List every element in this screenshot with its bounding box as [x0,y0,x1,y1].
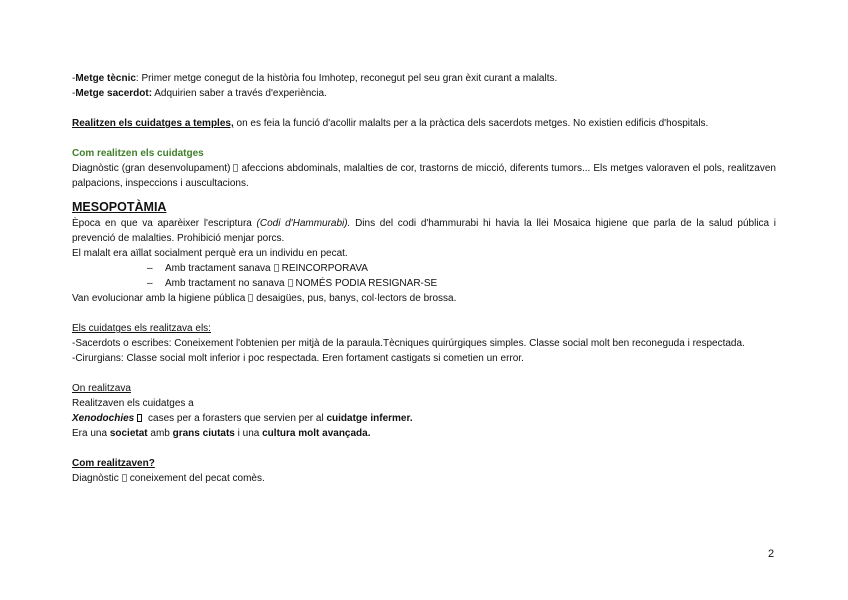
cultura-text: cultura molt avançada. [262,428,371,439]
temples-paragraph [72,116,776,131]
bullet-prefix: - [72,88,76,99]
mesopotamia-paragraph-3 [72,291,776,306]
metge-sacerdot-line [72,86,776,101]
page-number: 2 [768,548,775,560]
on-realitzava-line-2 [72,411,776,426]
metge-tecnic-text: : Primer metge conegut de la història fou Imhotep, reconegut pel seu gran èxit curant a malalts. [135,73,558,84]
list-item [72,261,776,276]
list-item-result: REINCORPORAVA [281,263,368,274]
arrow-placeholder-icon [122,474,127,482]
list-item-result: NOMÉS PODIA RESIGNAR-SE [295,278,438,289]
pecat-text: coneixement del pecat comès. [129,473,265,484]
metge-tecnic-label: Metge tècnic [75,73,136,84]
higiene-text: Van evolucionar amb la higiene pública [72,293,246,304]
mesopotamia-paragraph-1 [72,216,776,246]
bullet-prefix: - [72,73,76,84]
on-realitzava-line-3 [72,426,776,441]
cuidatge-infermer-text: cuidatge infermer. [326,413,413,424]
arrow-placeholder-icon [137,414,142,422]
mesopotamia-paragraph-2: El malalt era aïllat socialment perquè era un individu en pecat. [72,248,348,259]
document-body [72,71,776,486]
line3-a: Era una [72,428,110,439]
line3-c: amb [147,428,173,439]
xenodochies-text: Xenodochies [72,413,135,424]
com-realitzaven-paragraph [72,471,776,486]
on-realitzava-heading: On realitzava [72,383,131,394]
list-item-text: Amb tractament no sanava [165,278,285,289]
grans-ciutats-text: grans ciutats [172,428,235,439]
mesopotamia-heading: MESOPOTÀMIA [72,200,167,214]
diagnostic-text: Diagnòstic (gran desenvolupament) [72,163,231,174]
cases-text: cases per a forasters que servien per al [145,413,327,424]
afeccions-text: afeccions abdominals, malalties de cor, trastorns de micció, diferents tumors... Els metges valoraven el pols, realitzaven palpacions, inspeccions i auscultacions. [72,163,776,189]
temples-label: Realitzen els cuidatges a temples, [72,118,234,129]
mesopotamia-p1-before: Època en que va aparèixer l'escriptura [72,218,257,229]
arrow-placeholder-icon [274,264,279,272]
list-dash: – [147,263,153,274]
cirurgians-paragraph: -Cirurgians: Classe social molt inferior i poc respectada. Eren fortament castigats si cometien un error. [72,353,524,364]
list-item [72,276,776,291]
cuidatges-heading: Els cuidatges els realitzava els: [72,323,211,334]
arrow-placeholder-icon [288,279,293,287]
list-item-text: Amb tractament sanava [165,263,271,274]
on-realitzava-line-1: Realitzaven els cuidatges a [72,398,194,409]
metge-tecnic-line [72,71,776,86]
metge-sacerdot-text: Adquirien saber a través d'experiència. [152,88,327,99]
line3-e: i una [234,428,263,439]
sacerdots-paragraph: -Sacerdots o escribes: Coneixement l'obtenien per mitjà de la paraula.Tècniques quirúrgiques simples. Classe social molt ben reconeguda i respectada. [72,338,745,349]
diagnostic-text: Diagnòstic [72,473,119,484]
codi-hammurabi-text: (Codi d'Hammurabi). [256,218,351,229]
arrow-placeholder-icon [248,294,253,302]
arrow-placeholder-icon [233,164,238,172]
desaigues-text: desaigües, pus, banys, col·lectors de brossa. [256,293,457,304]
com-realitzen-heading: Com realitzen els cuidatges [72,148,204,159]
temples-text: on es feia la funció d'acollir malalts per a la pràctica dels sacerdots metges. No existien edificis d'hospitals. [233,118,709,129]
com-realitzen-paragraph [72,161,776,191]
metge-sacerdot-label: Metge sacerdot: [75,88,153,99]
list-dash: – [147,278,153,289]
mesopotamia-p1-after: Dins del codi d'hammurabi hi havia la llei Mosaica higiene que parla de la salud pública i prevenció de malalties. Prohibició menjar porcs. [72,218,776,244]
com-realitzaven-heading: Com realitzaven? [72,458,155,469]
societat-text: societat [109,428,148,439]
